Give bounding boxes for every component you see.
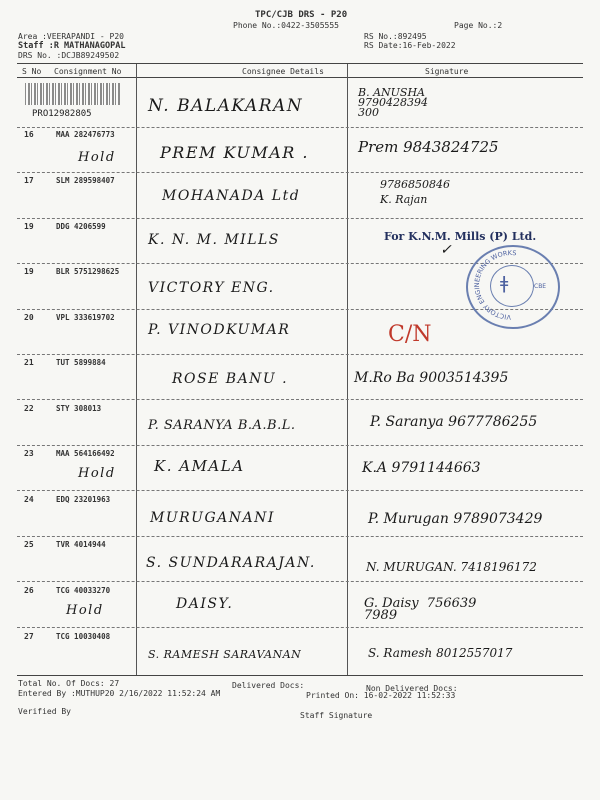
consignee-handwriting: S. RAMESH SARAVANAN (148, 648, 302, 661)
receiver-signature: S. Ramesh 8012557017 (368, 646, 513, 660)
area-label: Area :VEERAPANDI - P20 (18, 32, 124, 41)
consignment-number: TUT 5899884 (56, 358, 106, 367)
col-header-sno: S No (22, 67, 42, 76)
drs-number: DRS No. :DCJB89249502 (18, 51, 120, 60)
printed-on: Printed On: 16-02-2022 11:52:33 (306, 691, 456, 700)
seal-text: VICTORY ENGINEERING WORKS (473, 248, 517, 322)
serial-number: 16 (24, 130, 34, 139)
col-header-consignee: Consignee Details (242, 67, 324, 76)
consignee-handwriting: PREM KUMAR . (160, 143, 309, 162)
consignee-handwriting: P. VINODKUMAR (148, 322, 291, 338)
seal-city: CBE (534, 283, 547, 290)
col-header-signature: Signature (425, 67, 469, 76)
row-separator (17, 445, 583, 446)
consignee-handwriting: VICTORY ENG. (148, 280, 275, 296)
company-stamp-text: For K.N.M. Mills (P) Ltd. (384, 230, 537, 243)
delivered-docs: Delivered Docs: (232, 681, 305, 690)
row-separator (17, 354, 583, 355)
serial-number: 26 (24, 586, 34, 595)
seal-inner-circle (490, 265, 534, 307)
staff-signature-label: Staff Signature (300, 711, 373, 720)
rs-number: RS No.:892495 (364, 32, 427, 41)
serial-number: 22 (24, 404, 34, 413)
receiver-signature: K.A 9791144663 (362, 460, 481, 476)
col-header-consignment: Consignment No (54, 67, 122, 76)
consignment-number: MAA 282476773 (56, 130, 115, 139)
verified-by: Verified By (18, 707, 71, 716)
consignment-number: VPL 333619702 (56, 313, 115, 322)
cn-remark: C/N (388, 322, 432, 347)
receiver-signature: P. Saranya 9677786255 (370, 414, 538, 430)
consignment-number: EDQ 23201963 (56, 495, 111, 504)
receiver-signature: Prem 9843824725 (358, 138, 499, 156)
serial-number: 24 (24, 495, 34, 504)
serial-number: 20 (24, 313, 34, 322)
non-delivered-docs: Non Delivered Docs: (366, 684, 458, 693)
consignment-number: DDG 4206599 (56, 222, 106, 231)
row-separator (17, 172, 583, 173)
staff-label: Staff :R MATHANAGOPAL (18, 41, 126, 51)
table-bottom-rule (17, 675, 583, 676)
entered-by: Entered By :MUTHUP20 2/16/2022 11:52:24 AM (18, 689, 221, 698)
header-bottom-rule (17, 77, 583, 78)
rs-date: RS Date:16-Feb-2022 (364, 41, 456, 50)
receiver-signature: N. MURUGAN. 7418196172 (366, 560, 537, 574)
serial-number: 17 (24, 176, 34, 185)
total-docs: Total No. Of Docs: 27 (18, 679, 120, 688)
serial-number: 21 (24, 358, 34, 367)
serial-number: 19 (24, 222, 34, 231)
consignment-number: STY 308013 (56, 404, 102, 413)
consignee-handwriting: P. SARANYA B.A.B.L. (148, 418, 296, 433)
row-separator (17, 581, 583, 582)
phone-number: Phone No.:0422-3505555 (233, 21, 339, 30)
consignment-number: BLR 5751298625 (56, 267, 120, 276)
row-separator (17, 127, 583, 128)
row-separator (17, 536, 583, 537)
consignee-handwriting: N. BALAKARAN (148, 96, 304, 116)
stamp-signature-scribble: ✓ (440, 242, 452, 258)
consignment-number: TCG 40033270 (56, 586, 111, 595)
consignment-number: PRO12982805 (32, 109, 92, 119)
consignee-handwriting: MOHANADA Ltd (162, 188, 301, 204)
consignment-number: MAA 564166492 (56, 449, 115, 458)
consignee-handwriting: K. N. M. MILLS (148, 232, 280, 248)
receiver-signature: 9786850846 K. Rajan (380, 178, 450, 206)
row-separator (17, 399, 583, 400)
seal-signature-scribble: ǂ (500, 273, 509, 294)
serial-number: 23 (24, 449, 34, 458)
page-number: Page No.:2 (454, 21, 503, 30)
hold-note: Hold (78, 150, 116, 165)
col-divider-1 (136, 64, 137, 676)
consignee-handwriting: DAISY. (176, 596, 234, 612)
receiver-signature: M.Ro Ba 9003514395 (354, 370, 509, 386)
barcode-image (25, 83, 120, 105)
consignee-handwriting: K. AMALA (154, 457, 245, 475)
receiver-signature: P. Murugan 9789073429 (368, 511, 543, 527)
consignee-handwriting: MURUGANANI (150, 510, 275, 526)
row-separator (17, 218, 583, 219)
company-seal-stamp (466, 245, 560, 329)
serial-number: 27 (24, 632, 34, 641)
consignment-number: TCG 10030408 (56, 632, 111, 641)
consignment-number: TVR 4014944 (56, 540, 106, 549)
receiver-signature: B. ANUSHA 9790428394 300 (358, 86, 428, 119)
hold-note: Hold (66, 603, 104, 618)
header-top-rule (17, 63, 583, 64)
consignee-handwriting: ROSE BANU . (172, 371, 289, 387)
consignee-handwriting: S. SUNDARARAJAN. (146, 555, 316, 571)
row-separator (17, 627, 583, 628)
row-separator (17, 490, 583, 491)
report-title: TPC/CJB DRS - P20 (255, 10, 348, 20)
serial-number: 25 (24, 540, 34, 549)
hold-note: Hold (78, 466, 116, 481)
consignment-number: SLM 289598407 (56, 176, 115, 185)
col-divider-2 (347, 64, 348, 676)
serial-number: 19 (24, 267, 34, 276)
receiver-signature: G. Daisy 756639 7989 (364, 596, 477, 623)
